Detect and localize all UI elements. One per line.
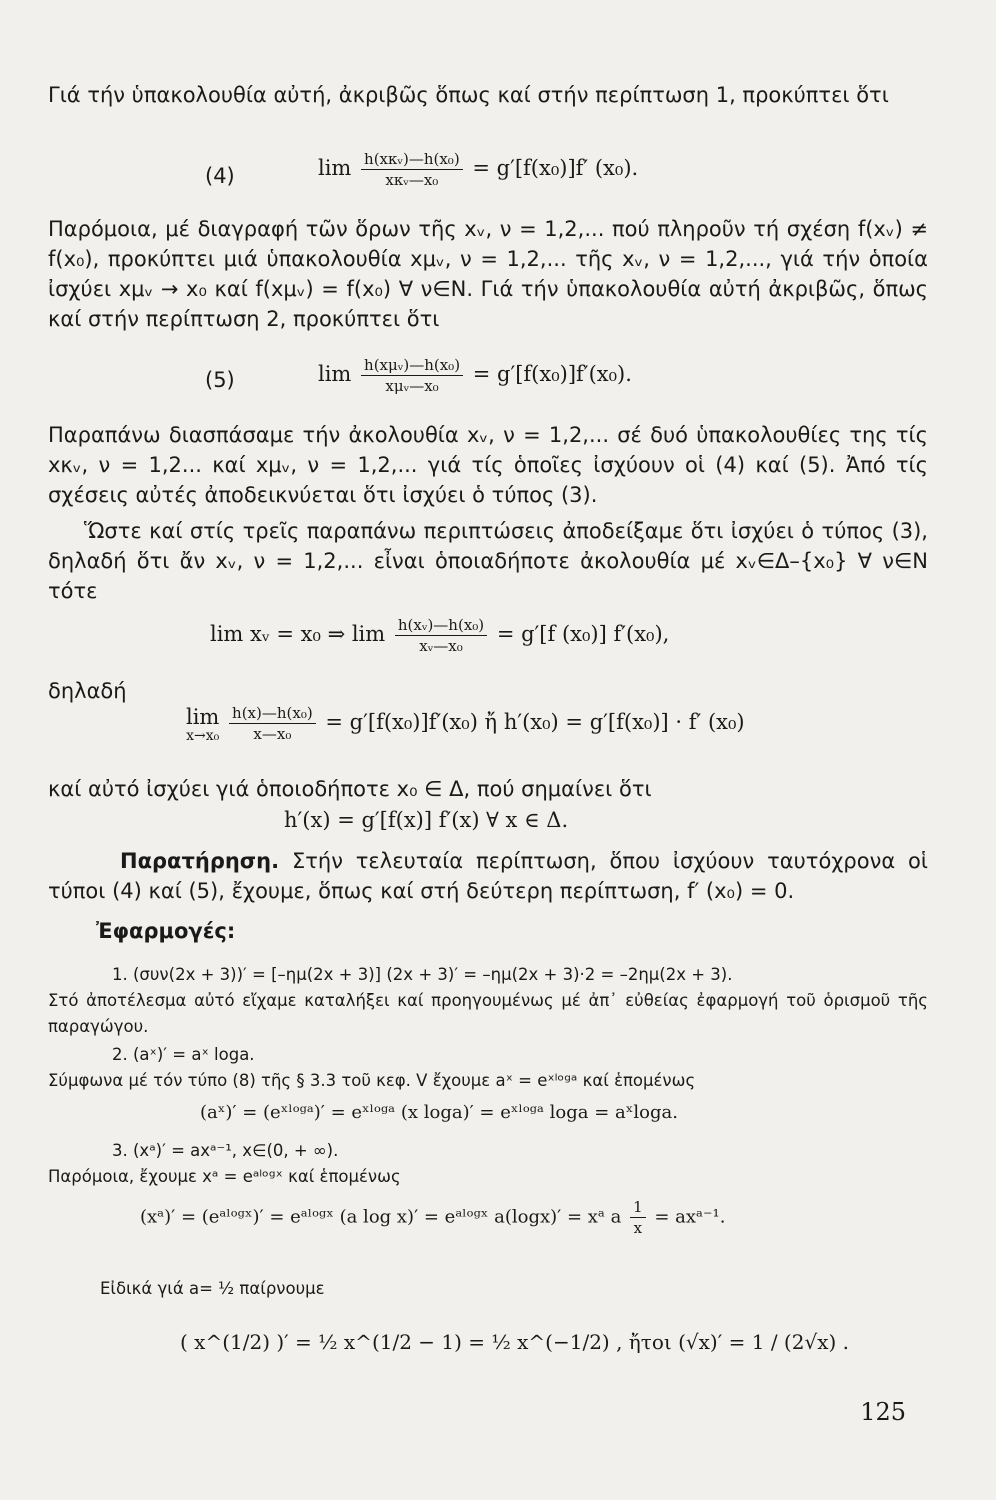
limit-word: lim	[186, 704, 220, 729]
numerator: h(xμᵥ)—h(x₀)	[361, 356, 463, 376]
application-2-note: Σύμφωνα μέ τόν τύπο (8) τῆς § 3.3 τοῦ κεφ. V ἔχουμε aˣ = eˣˡᵒᵍᵃ καί ἑπομένως	[48, 1071, 696, 1090]
equation-10	[140, 1198, 725, 1237]
equation-5	[318, 356, 632, 395]
fraction	[630, 1198, 646, 1237]
special-case: Εἰδικά γιά a= ½ παίρνουμε	[100, 1279, 325, 1298]
applications-heading: Ἐφαρμογές:	[96, 919, 236, 943]
equation-rhs: = g′[f(x₀)]f′(x₀) ἤ h′(x₀) = g′[f(x₀)] · f′ (x₀)	[325, 710, 745, 734]
application-1-note: Στό ἀποτέλεσμα αὐτό εἴχαμε καταλήξει καί προηγουμένως μέ ἀπ᾽ εὐθείας ἐφαρμογή τοῦ ὁρισμοῦ τῆς παραγώγου.	[48, 991, 928, 1036]
application-1: 1. (συν(2x + 3))′ = [–ημ(2x + 3)] (2x + 3)′ = –ημ(2x + 3)·2 = –2ημ(2x + 3).	[112, 965, 733, 984]
paragraph-3: Παραπάνω διασπάσαμε τήν ἀκολουθία xᵥ, ν = 1,2,... σέ δυό ὑπακολουθίες της τίς xκᵥ, ν = 1,2... καί xμᵥ, ν = 1,2,... γιά τίς ὁποῖες ἰσχύουν οἱ (4) καί (5). Ἀπό τίς σχέσεις αὐτές ἀποδεικνύεται ὅτι ἰσχύει ὁ τύπος (3).	[48, 423, 928, 507]
paragraph-2: Παρόμοια, μέ διαγραφή τῶν ὅρων τῆς xᵥ, ν = 1,2,... πού πληροῦν τή σχέση f(xᵥ) ≠ f(x₀), προκύπτει μιά ὑπακολουθία xμᵥ, ν = 1,2,... τῆς xᵥ, ν = 1,2,..., γιά τήν ὁποία ἰσχύει xμᵥ → x₀ καί f(xμᵥ) = f(x₀) ∀ ν∈N. Γιά τήν ὑπακολουθία αὐτή ἀκριβῶς, ὅπως καί στήν περίπτωση 2, προκύπτει ὅτι	[48, 217, 928, 331]
denominator: xμᵥ—x₀	[385, 377, 439, 395]
paragraph-5: δηλαδή	[48, 679, 127, 703]
equation-9: (aˣ)′ = (eˣˡᵒᵍᵃ)′ = eˣˡᵒᵍᵃ (x loga)′ = eˣˡᵒᵍᵃ loga = aˣloga.	[200, 1102, 678, 1123]
equation-lhs: lim xᵥ = x₀ ⇒ lim	[210, 622, 386, 646]
page-number: 125	[860, 1398, 906, 1426]
numerator: h(xᵥ)—h(x₀)	[395, 616, 487, 636]
remark-paragraph	[48, 846, 928, 906]
equation-rhs: = axᵃ⁻¹.	[654, 1206, 726, 1228]
equation-11: ( x^(1/2) )′ = ½ x^(1/2 − 1) = ½ x^(−1/2) , ἤτοι (√x)′ = 1 / (2√x) .	[180, 1330, 849, 1354]
numerator: h(xκᵥ)—h(x₀)	[361, 150, 463, 170]
limit-operator	[186, 705, 219, 743]
limit-operator: lim	[318, 362, 352, 386]
paragraph-6: καί αὐτό ἰσχύει γιά ὁποιοδήποτε x₀ ∈ Δ, πού σημαίνει ὅτι	[48, 777, 652, 801]
equation-5-tag: (5)	[205, 368, 235, 392]
application-2: 2. (aˣ)′ = aˣ loga.	[112, 1045, 255, 1064]
equation-rhs: = g′[f (x₀)] f′(x₀),	[496, 622, 670, 646]
denominator: x	[633, 1219, 643, 1237]
equation-6	[210, 616, 669, 655]
equation-8: h′(x) = g′[f(x)] f′(x) ∀ x ∈ Δ.	[284, 808, 569, 832]
paragraph-1: Γιά τήν ὑπακολουθία αὐτή, ἀκριβῶς ὅπως καί στήν περίπτωση 1, προκύπτει ὅτι	[48, 83, 889, 107]
fraction	[395, 616, 487, 655]
denominator: xᵥ—x₀	[419, 637, 463, 655]
equation-4	[318, 150, 638, 189]
numerator: 1	[630, 1198, 646, 1218]
equation-rhs: = g′[f(x₀)]f′ (x₀).	[472, 156, 639, 180]
fraction	[361, 356, 463, 395]
equation-rhs: = g′[f(x₀)]f′(x₀).	[472, 362, 632, 386]
remark-text: Στήν τελευταία περίπτωση, ὅπου ἰσχύουν ταυτόχρονα οἱ τύποι (4) καί (5), ἔχουμε, ὅπως καί στή δεύτερη περίπτωση, f′ (x₀) = 0.	[48, 849, 928, 903]
limit-subscript: x→x₀	[186, 727, 220, 744]
equation-4-tag: (4)	[205, 164, 235, 188]
application-3: 3. (xᵃ)′ = axᵃ⁻¹, x∈(0, + ∞).	[112, 1141, 339, 1160]
numerator: h(x)—h(x₀)	[229, 704, 316, 724]
equation-lhs: (xᵃ)′ = (eᵃˡᵒᵍˣ)′ = eᵃˡᵒᵍˣ (a log x)′ = eᵃˡᵒᵍˣ a(logx)′ = xᵃ a	[140, 1206, 622, 1228]
remark-label: Παρατήρηση.	[120, 849, 280, 873]
fraction	[361, 150, 463, 189]
paragraph-4: Ὥστε καί στίς τρεῖς παραπάνω περιπτώσεις ἀποδείξαμε ὅτι ἰσχύει ὁ τύπος (3), δηλαδή ὅτι ἄν xᵥ, ν = 1,2,... εἶναι ὁποιαδήποτε ἀκολουθία μέ xᵥ∈Δ–{x₀} ∀ ν∈N τότε	[48, 519, 928, 603]
equation-7	[186, 704, 745, 743]
denominator: x—x₀	[253, 725, 292, 743]
application-3-note: Παρόμοια, ἔχουμε xᵃ = eᵃˡᵒᵍˣ καί ἑπομένως	[48, 1167, 401, 1186]
denominator: xκᵥ—x₀	[385, 171, 439, 189]
fraction	[229, 704, 316, 743]
limit-operator: lim	[318, 156, 352, 180]
